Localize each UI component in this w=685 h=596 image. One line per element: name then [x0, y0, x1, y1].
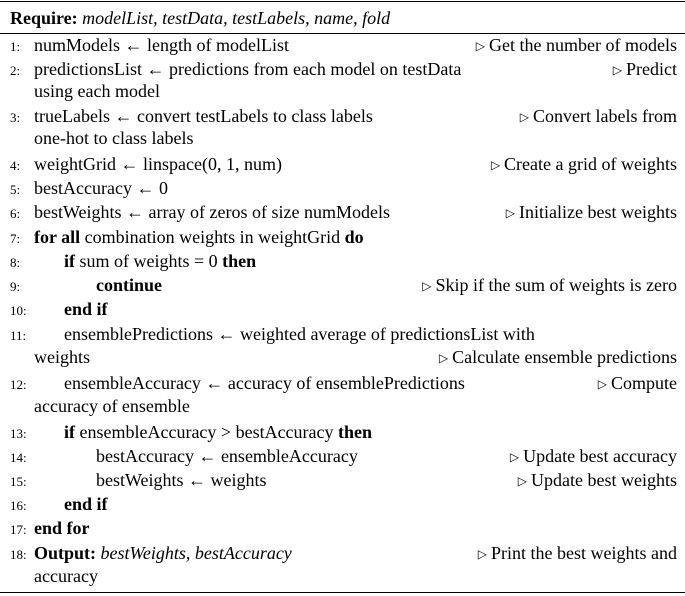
comment-triangle-icon: ▷	[517, 474, 528, 488]
line-number: 16:	[10, 498, 27, 513]
line-code: bestAccuracy ← ensembleAccuracy	[96, 446, 358, 466]
line-code: continue	[96, 275, 163, 295]
line-comment: ▷ Get the number of models	[476, 33, 677, 58]
line-comment: ▷ Convert labels from	[520, 104, 677, 129]
line-code: predictionsList ← predictions from each model on testData	[34, 59, 462, 79]
line-continuation: accuracy	[34, 566, 98, 586]
line-number: 4:	[10, 158, 21, 173]
line-code: ensemblePredictions ← weighted average of predictionsList with	[64, 324, 535, 344]
line-number: 12:	[10, 377, 27, 392]
comment-triangle-icon: ▷	[477, 547, 488, 561]
comment-triangle-icon: ▷	[519, 110, 530, 124]
comment-triangle-icon: ▷	[612, 63, 622, 77]
comment-triangle-icon: ▷	[509, 450, 520, 464]
line-comment: ▷ Skip if the sum of weights is zero	[422, 273, 677, 298]
comment-triangle-icon: ▷	[597, 377, 607, 391]
line-comment: ▷ Calculate ensemble predictions	[439, 345, 677, 370]
comment-triangle-icon: ▷	[505, 206, 516, 220]
line-continuation: accuracy of ensemble	[34, 396, 190, 416]
line-code: if sum of weights = 0 then	[64, 251, 257, 271]
line-code: end for	[34, 518, 90, 538]
top-rule	[0, 1, 685, 2]
line-comment: ▷ Predict	[613, 57, 677, 82]
line-number: 18:	[10, 547, 27, 562]
line-code: bestWeights ← array of zeros of size numModels	[34, 202, 390, 222]
line-number: 10:	[10, 303, 27, 318]
line-code: Output: bestWeights, bestAccuracy	[34, 543, 292, 563]
line-continuation: one-hot to class labels	[34, 128, 194, 148]
line-number: 1:	[10, 39, 21, 54]
line-number: 13:	[10, 426, 27, 441]
line-comment: ▷ Update best accuracy	[510, 444, 677, 469]
line-code: end if	[64, 494, 108, 514]
line-code: for all combination weights in weightGrid do	[34, 227, 364, 247]
line-code: numModels ← length of modelList	[34, 35, 289, 55]
require-line	[10, 7, 390, 29]
line-number: 11:	[10, 328, 27, 343]
line-number: 14:	[10, 450, 27, 465]
line-comment: ▷ Print the best weights and	[478, 541, 677, 566]
comment-triangle-icon: ▷	[475, 39, 486, 53]
line-comment: ▷ Compute	[598, 371, 677, 396]
line-comment: ▷ Initialize best weights	[506, 200, 677, 225]
comment-triangle-icon: ▷	[422, 279, 432, 293]
line-code: ensembleAccuracy ← accuracy of ensemblePredictions	[64, 373, 465, 393]
line-code: bestWeights ← weights	[96, 470, 267, 490]
bottom-rule	[0, 592, 685, 593]
line-code: end if	[64, 299, 108, 319]
line-code: bestAccuracy ← 0	[34, 178, 168, 198]
line-code: trueLabels ← convert testLabels to class labels	[34, 106, 373, 126]
line-number: 5:	[10, 182, 21, 197]
line-number: 2:	[10, 63, 21, 78]
line-code: if ensembleAccuracy > bestAccuracy then	[64, 422, 373, 442]
line-number: 7:	[10, 231, 21, 246]
line-number: 6:	[10, 206, 21, 221]
line-continuation: weights	[34, 347, 90, 367]
comment-triangle-icon: ▷	[490, 158, 501, 172]
line-number: 9:	[10, 279, 21, 294]
line-comment: ▷ Create a grid of weights	[491, 152, 677, 177]
require-label: Require:	[10, 8, 78, 28]
line-number: 3:	[10, 110, 21, 125]
line-comment: ▷ Update best weights	[518, 468, 677, 493]
line-code: weightGrid ← linspace(0, 1, num)	[34, 154, 282, 174]
line-number: 17:	[10, 522, 27, 537]
line-number: 8:	[10, 255, 21, 270]
comment-triangle-icon: ▷	[438, 351, 449, 365]
line-number: 15:	[10, 474, 27, 489]
line-continuation: using each model	[34, 81, 160, 101]
require-params: modelList, testData, testLabels, name, fold	[82, 8, 391, 28]
